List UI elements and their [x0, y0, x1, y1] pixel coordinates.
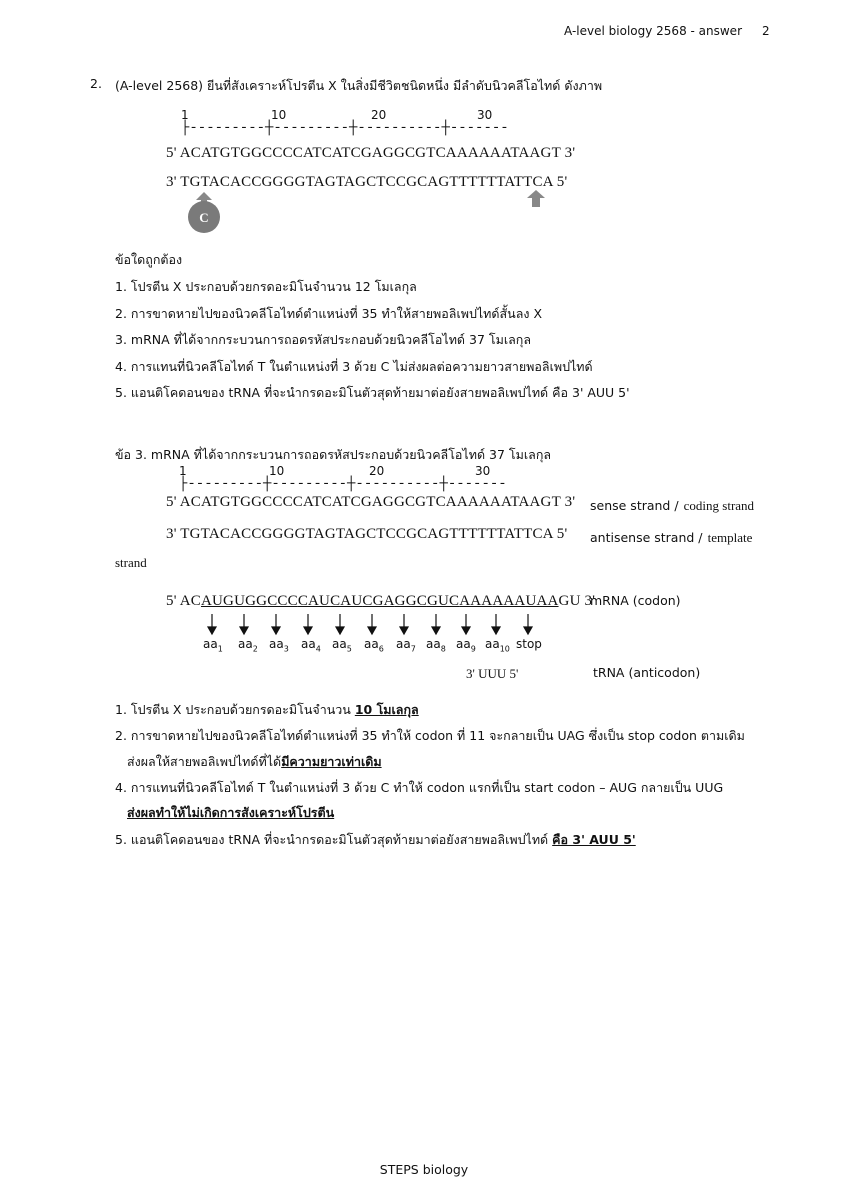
dna-strand-bottom: 3' TGTACACCGGGGTAGTAGCTCCGCAGTTTTTTATTCA 5': [166, 174, 568, 190]
amino-acid-6: $aa_6$: [364, 637, 384, 654]
sense-strand-label: sense strand / coding strand: [590, 498, 755, 513]
question-stem: (A-level 2568) ยีนที่สังเคราะห์โปรตีน X ในสิ่งมีชีวิตชนิดหนึ่ง มีลำดับนิวคลีโอไทด์ ดังภาพ: [115, 78, 603, 93]
amino-acid-7: $aa_7$: [396, 637, 416, 654]
ruler-number-10: 10: [271, 108, 287, 122]
ruler-number-20: 20: [371, 108, 387, 122]
amino-acid-9: $aa_9$: [456, 637, 476, 654]
option-1: 1. โปรตีน X ประกอบด้วยกรดอะมิโนจำนวน 12 โมเลกุล: [115, 279, 417, 294]
ruler-number-30: 30: [477, 108, 493, 122]
antisense-strand-label: antisense strand / template: [590, 530, 753, 545]
position-ruler: ├---------┼---------┼----------┼-------: [181, 120, 509, 136]
answer-ruler-number-10: 10: [269, 464, 285, 478]
amino-acid-4: $aa_4$: [301, 637, 321, 654]
option-2: 2. การขาดหายไปของนิวคลีโอไทด์ตำแหน่งที่ 35 ทำให้สายพอลิเพปไทด์สั้นลง X: [115, 306, 543, 321]
question-number: 2.: [90, 76, 102, 91]
antisense-strand-label-cont: strand: [115, 555, 147, 570]
page-number: 2: [762, 24, 770, 38]
amino-acid-2: $aa_2$: [238, 637, 258, 654]
circle-label: C: [199, 210, 209, 225]
amino-acid-1: $aa_1$: [203, 637, 223, 654]
trna-label: tRNA (anticodon): [593, 665, 701, 680]
sense-strand: 5' ACATGTGGCCCCATCATCGAGGCGTCAAAAAATAAGT 3': [166, 494, 576, 510]
explanation-4: 4. การแทนที่นิวคลีโอไทด์ T ในตำแหน่งที่ 3 ด้วย C ทำให้ codon แรกที่เป็น start codon – AUG กลายเป็น UUG: [115, 780, 724, 795]
deletion-arrow-icon: [526, 190, 546, 208]
explanation-5: 5. แอนติโคดอนของ tRNA ที่จะนำกรดอะมิโนตัวสุดท้ายมาต่อยังสายพอลิเพปไทด์ คือ 3' AUU 5': [115, 832, 636, 847]
answer-ruler-number-30: 30: [475, 464, 491, 478]
option-3: 3. mRNA ที่ได้จากกระบวนการถอดรหัสประกอบด้วยนิวคลีโอไทด์ 37 โมเลกุล: [115, 332, 532, 347]
answer-ruler-number-1: 1: [179, 464, 187, 478]
trna-sequence: 3' UUU 5': [466, 666, 519, 681]
answer-ruler-number-20: 20: [369, 464, 385, 478]
footer: STEPS biology: [379, 1162, 469, 1177]
question-prompt: ข้อใดถูกต้อง: [115, 252, 183, 267]
amino-acid-10: $aa_{10}$: [485, 637, 510, 654]
ruler-number-1: 1: [181, 108, 189, 122]
dna-strand-top: 5' ACATGTGGCCCCATCATCGAGGCGTCAAAAAATAAGT 3': [166, 145, 576, 161]
header-title: A-level biology 2568 - answer: [564, 24, 742, 38]
explanation-4-cont: ส่งผลทำให้ไม่เกิดการสังเคราะห์โปรตีน: [127, 805, 335, 820]
antisense-strand: 3' TGTACACCGGGGTAGTAGCTCCGCAGTTTTTTATTCA 5': [166, 526, 568, 542]
mrna-label: mRNA (codon): [590, 593, 681, 608]
explanation-2-cont: ส่งผลให้สายพอลิเพปไทด์ที่ได้มีความยาวเท่าเดิม: [127, 754, 382, 769]
explanation-2: 2. การขาดหายไปของนิวคลีโอไทด์ตำแหน่งที่ 35 ทำให้ codon ที่ 11 จะกลายเป็น UAG ซึ่งเป็น stop codon ตามเดิม: [115, 728, 745, 743]
translation-arrows: [200, 612, 540, 636]
amino-acid-3: $aa_3$: [269, 637, 289, 654]
option-4: 4. การแทนที่นิวคลีโอไทด์ T ในตำแหน่งที่ 3 ด้วย C ไม่ส่งผลต่อความยาวสายพอลิเพปไทด์: [115, 359, 593, 374]
mrna-strand: 5' ACAUGUGGCCCCAUCAUCGAGGCGUCAAAAAAUAAGU 3': [166, 593, 596, 609]
amino-acid-8: $aa_8$: [426, 637, 446, 654]
amino-acid-5: $aa_5$: [332, 637, 352, 654]
explanation-1: 1. โปรตีน X ประกอบด้วยกรดอะมิโนจำนวน 10 โมเลกุล: [115, 702, 419, 717]
stop-label: stop: [516, 637, 542, 651]
answer-heading: ข้อ 3. mRNA ที่ได้จากกระบวนการถอดรหัสประกอบด้วยนิวคลีโอไทด์ 37 โมเลกุล: [115, 447, 552, 462]
answer-position-ruler: ├---------┼---------┼----------┼-------: [179, 476, 507, 492]
option-5: 5. แอนติโคดอนของ tRNA ที่จะนำกรดอะมิโนตัวสุดท้ายมาต่อยังสายพอลิเพปไทด์ คือ 3' AUU 5': [115, 385, 630, 400]
substitution-arrow-icon: [180, 192, 228, 242]
